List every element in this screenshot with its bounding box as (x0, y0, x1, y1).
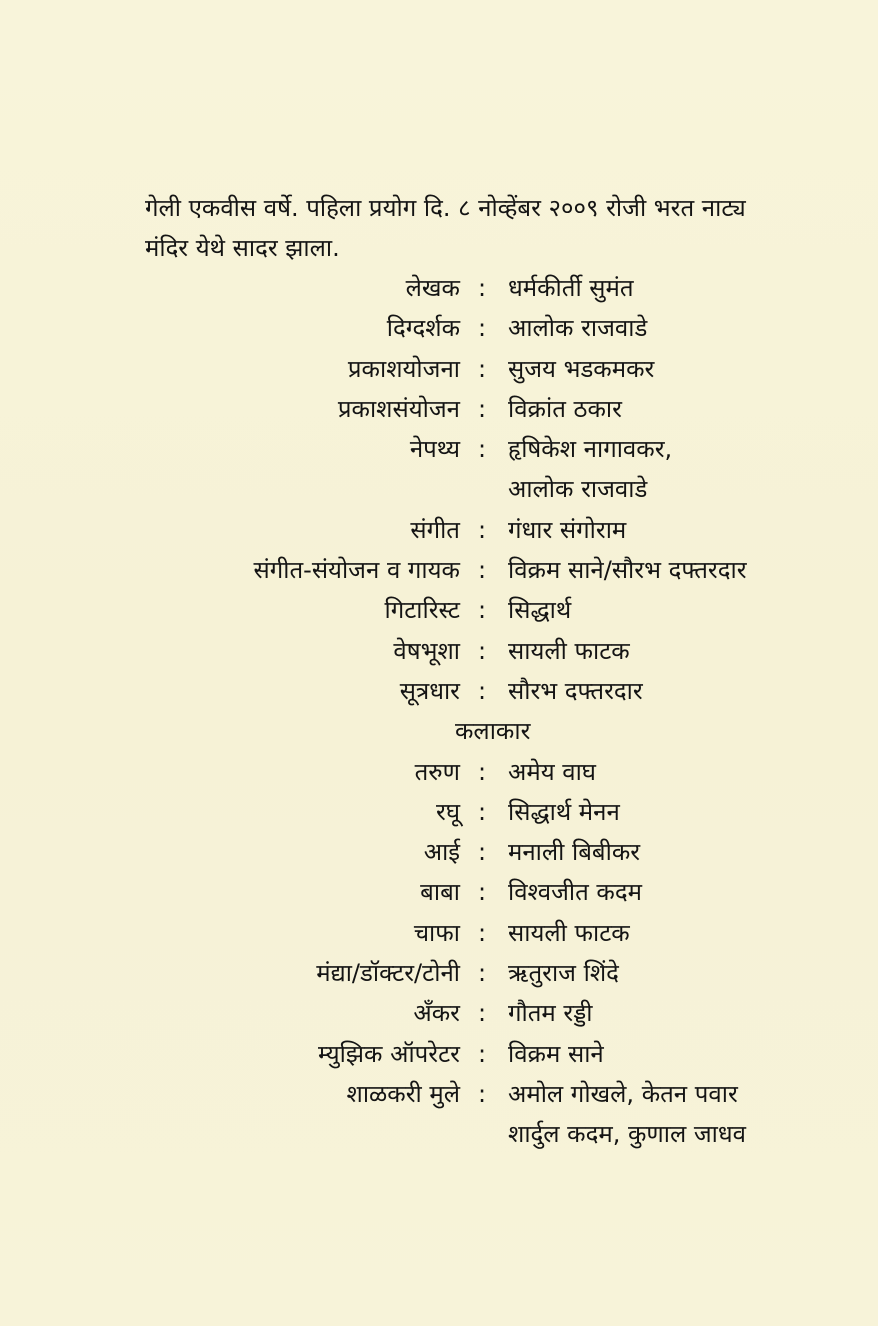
crew-role: नेपथ्य (409, 435, 460, 464)
cast-name: सायली फाटक (508, 918, 630, 947)
cast-name: अमोल गोखले, केतन पवार (508, 1079, 738, 1108)
cast-name-continuation: शार्दुल कदम, कुणाल जाधव (508, 1120, 746, 1149)
colon-separator: : (478, 314, 487, 343)
cast-row (0, 993, 878, 1033)
cast-name: सिद्धार्थ मेनन (508, 797, 620, 826)
colon-separator: : (478, 676, 487, 705)
crew-row (0, 631, 878, 671)
cast-row (0, 752, 878, 792)
crew-row (0, 349, 878, 389)
crew-role: प्रकाशसंयोजन (337, 394, 460, 423)
crew-row-continuation (0, 469, 878, 509)
crew-name: विक्रम साने/सौरभ दफ्तरदार (508, 556, 747, 585)
crew-role: प्रकाशयोजना (347, 354, 460, 383)
cast-row (0, 1034, 878, 1074)
cast-row (0, 872, 878, 912)
cast-role: चाफा (413, 918, 460, 947)
crew-name: हृषिकेश नागावकर, (508, 435, 673, 464)
crew-row (0, 590, 878, 630)
crew-row (0, 389, 878, 429)
cast-name: अमेय वाघ (508, 757, 596, 786)
crew-row (0, 308, 878, 348)
crew-name-continuation: आलोक राजवाडे (508, 475, 648, 504)
credits-list (0, 268, 878, 1155)
crew-name: गंधार संगोराम (508, 515, 627, 544)
crew-role: वेषभूशा (393, 636, 460, 665)
crew-role: सूत्रधार (399, 676, 460, 705)
colon-separator: : (478, 394, 487, 423)
cast-role: मंद्या/डॉक्टर/टोनी (316, 959, 460, 988)
crew-role: लेखक (405, 274, 460, 302)
cast-role: बाबा (420, 878, 460, 907)
cast-row (0, 1074, 878, 1114)
colon-separator: : (478, 999, 487, 1028)
crew-name: सिद्धार्थ (508, 596, 572, 625)
crew-row (0, 671, 878, 711)
crew-role: गिटारिस्ट (384, 596, 460, 625)
crew-row (0, 510, 878, 550)
intro-line-2: मंदिर येथे सादर झाला. (145, 234, 340, 262)
colon-separator: : (478, 636, 487, 665)
crew-role: संगीत (410, 515, 460, 544)
colon-separator: : (478, 757, 487, 786)
crew-role: संगीत-संयोजन व गायक (253, 556, 460, 585)
colon-separator: : (478, 1079, 487, 1108)
crew-row (0, 429, 878, 469)
colon-separator: : (478, 354, 487, 383)
cast-name: गौतम रड्डी (508, 999, 593, 1028)
crew-name: सुजय भडकमकर (508, 354, 655, 383)
cast-role: शाळकरी मुले (346, 1079, 460, 1108)
crew-name: सायली फाटक (508, 636, 630, 665)
crew-row (0, 550, 878, 590)
colon-separator: : (478, 959, 487, 988)
cast-heading: कलाकार (455, 717, 531, 746)
cast-name: विक्रम साने (508, 1039, 604, 1068)
cast-role: तरुण (414, 757, 460, 786)
cast-name: मनाली बिबीकर (508, 838, 641, 867)
colon-separator: : (478, 878, 487, 907)
intro-paragraph (145, 188, 845, 268)
crew-row (0, 268, 878, 308)
cast-row (0, 792, 878, 832)
cast-name: विश्वजीत कदम (508, 878, 642, 907)
cast-row (0, 832, 878, 872)
colon-separator: : (478, 435, 487, 464)
cast-role: आई (423, 838, 460, 867)
colon-separator: : (478, 918, 487, 947)
colon-separator: : (478, 797, 487, 826)
cast-row (0, 913, 878, 953)
cast-name: ऋतुराज शिंदे (508, 959, 619, 988)
cast-role: रघू (436, 797, 460, 826)
colon-separator: : (478, 515, 487, 544)
cast-role: अँकर (413, 999, 460, 1028)
cast-role: म्युझिक ऑपरेटर (317, 1039, 460, 1068)
colon-separator: : (478, 274, 487, 302)
crew-name: धर्मकीर्ती सुमंत (508, 274, 634, 302)
crew-name: आलोक राजवाडे (508, 314, 648, 343)
cast-heading-row (0, 711, 878, 751)
colon-separator: : (478, 556, 487, 585)
crew-name: विक्रांत ठकार (508, 394, 622, 423)
colon-separator: : (478, 1039, 487, 1068)
colon-separator: : (478, 838, 487, 867)
cast-row (0, 953, 878, 993)
cast-row-continuation (0, 1114, 878, 1154)
colon-separator: : (478, 596, 487, 625)
intro-line-1: गेली एकवीस वर्षे. पहिला प्रयोग दि. ८ नोव्हेंबर २००९ रोजी भरत नाट्य (145, 194, 746, 222)
crew-name: सौरभ दफ्तरदार (508, 676, 643, 705)
crew-role: दिग्दर्शक (386, 314, 460, 343)
